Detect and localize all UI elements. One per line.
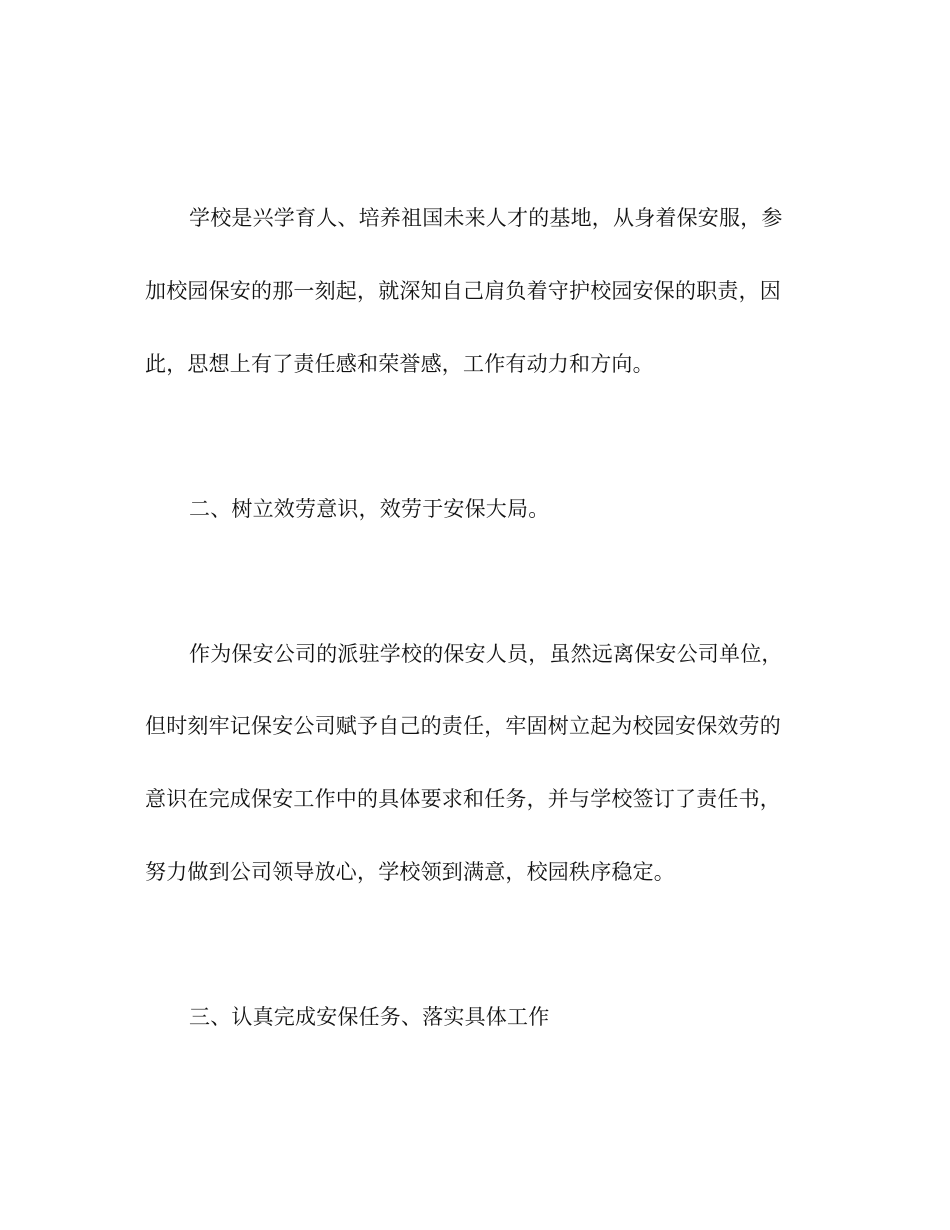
paragraph-1-line-1: 学校是兴学育人、培养祖国未来人才的基地，从身着保安服，参 [189, 206, 783, 230]
section-heading-2: 二、树立效劳意识，效劳于安保大局。 [189, 497, 550, 521]
paragraph-1-line-3: 此，思想上有了责任感和荣誉感，工作有动力和方向。 [145, 352, 654, 376]
paragraph-2-line-4: 努力做到公司领导放心，学校领到满意，校园秩序稳定。 [145, 860, 675, 884]
paragraph-1-line-2: 加校园保安的那一刻起，就深知自己肩负着守护校园安保的职责，因 [145, 279, 781, 303]
section-heading-3: 三、认真完成安保任务、落实具体工作 [189, 1005, 550, 1029]
paragraph-2-line-2: 但时刻牢记保安公司赋予自己的责任，牢固树立起为校园安保效劳的 [145, 714, 781, 738]
paragraph-2-line-1: 作为保安公司的派驻学校的保安人员，虽然远离保安公司单位， [189, 642, 783, 666]
paragraph-2-line-3: 意识在完成保安工作中的具体要求和任务，并与学校签订了责任书， [145, 787, 781, 811]
